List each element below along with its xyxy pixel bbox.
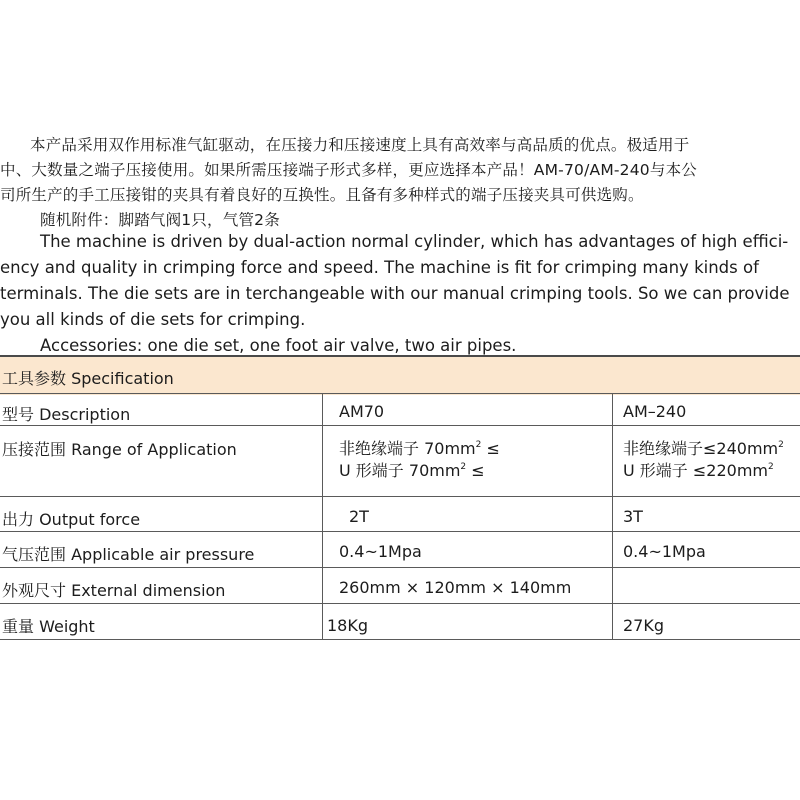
table-row (0, 393, 800, 426)
am70-cell (322, 497, 613, 532)
am70-range-text: 非绝缘端子 70mm (339, 439, 476, 458)
spec-label: 气压范围 Applicable air pressure (2, 545, 255, 564)
am240-value: AM–240 (623, 402, 687, 421)
intro-cn-line: 中、大数量之端子压接使用。如果所需压接端子形式多样，更应选择本产品！AM-70/AM-240与本公 (0, 161, 697, 179)
am240-value: 3T (623, 507, 643, 526)
spec-label-cell (0, 532, 322, 568)
am70-value: AM70 (339, 402, 385, 421)
am240-cell (612, 426, 800, 497)
unit-superscript: 2 (768, 462, 774, 472)
intro-en-line: you all kinds of die sets for crimping. (0, 310, 306, 329)
am240-cell (612, 394, 800, 426)
am70-value: 260mm × 120mm × 140mm (339, 578, 572, 597)
am70-range-u-type (339, 458, 485, 481)
am70-value: 2T (349, 507, 369, 526)
spec-label: 压接范围 Range of Application (2, 440, 237, 459)
intro-en-line: ency and quality in crimping force and speed. The machine is fit for crimping many kinds of (0, 258, 759, 277)
am70-cell (322, 568, 613, 604)
am240-value: 27Kg (623, 616, 665, 635)
table-row (0, 425, 800, 497)
unit-superscript: 2 (475, 440, 482, 450)
am240-cell (612, 532, 800, 568)
intro-cn-line: 司所生产的手工压接钳的夹具有着良好的互换性。且备有多种样式的端子压接夹具可供选购。 (0, 186, 644, 204)
spec-label: 外观尺寸 External dimension (2, 581, 226, 600)
spec-header (0, 355, 800, 395)
unit-superscript: 2 (778, 440, 784, 450)
am240-cell (612, 497, 800, 532)
spec-label-cell (0, 497, 322, 532)
spec-label-cell (0, 394, 322, 426)
spec-label: 出力 Output force (2, 510, 141, 529)
am70-range-noninsulated (339, 436, 500, 459)
spec-label-cell (0, 568, 322, 604)
am240-cell (612, 604, 800, 639)
am70-value: 18Kg (327, 616, 369, 635)
am240-range-noninsulated (623, 436, 784, 459)
spec-label: 型号 Description (2, 405, 131, 424)
intro-cn-line: 本产品采用双作用标准气缸驱动，在压接力和压接速度上具有高效率与高品质的优点。极适用于 (30, 136, 690, 154)
am70-range-tail: ≤ (481, 439, 500, 458)
table-row (0, 531, 800, 568)
spec-label-cell (0, 426, 322, 497)
am70-value: 0.4~1Mpa (339, 542, 422, 561)
am70-cell (322, 426, 613, 497)
spec-label-cell (0, 604, 322, 639)
am240-value: 0.4~1Mpa (623, 542, 706, 561)
intro-en-line: terminals. The die sets are in terchangeable with our manual crimping tools. So we can provide (0, 284, 790, 303)
table-row (0, 603, 800, 640)
am70-cell (322, 604, 613, 639)
am240-range-text: 非绝缘端子≤240mm (623, 439, 779, 458)
table-row (0, 496, 800, 532)
am70-range-tail: ≤ (466, 461, 485, 480)
am70-cell (322, 394, 613, 426)
am70-range-text: U 形端子 70mm (339, 461, 461, 480)
intro-en-line: Accessories: one die set, one foot air valve, two air pipes. (40, 336, 517, 355)
spec-header-title: 工具参数 Specification (2, 369, 174, 388)
intro-en-line: The machine is driven by dual-action normal cylinder, which has advantages of high effici- (40, 232, 789, 251)
table-row (0, 567, 800, 604)
intro-cn-line: 随机附件：脚踏气阀1只，气管2条 (40, 211, 280, 229)
spec-label: 重量 Weight (2, 617, 95, 636)
am240-range-u-type (623, 458, 774, 481)
am70-cell (322, 532, 613, 568)
am240-range-text: U 形端子 ≤220mm (623, 461, 769, 480)
am240-cell (612, 568, 800, 604)
unit-superscript: 2 (460, 462, 467, 472)
